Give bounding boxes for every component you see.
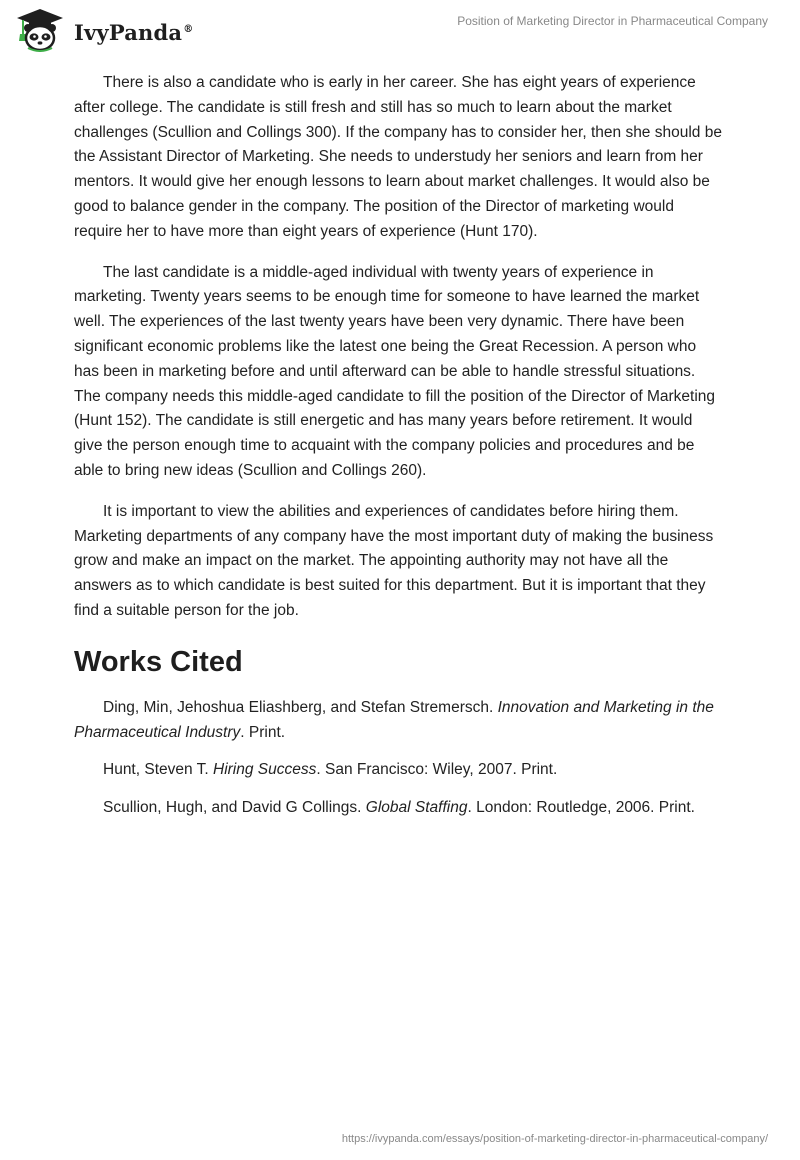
document-title: Position of Marketing Director in Pharmaceutical Company xyxy=(457,14,768,28)
citation-authors: Scullion, Hugh, and David G Collings. xyxy=(103,799,366,817)
logo-wordmark xyxy=(74,20,193,45)
ivypanda-logo[interactable] xyxy=(14,8,193,52)
citation-entry xyxy=(74,758,724,783)
logo-name: IvyPanda xyxy=(74,19,183,45)
source-url-link[interactable]: https://ivypanda.com/essays/position-of-marketing-director-in-pharmaceutical-company/ xyxy=(341,1133,768,1145)
works-cited-heading: Works Cited xyxy=(74,645,243,678)
citation-details: . Print. xyxy=(240,723,286,741)
panda-graduation-icon xyxy=(14,8,66,52)
citation-title: Global Staffing xyxy=(365,799,468,817)
registered-mark: ® xyxy=(183,23,194,35)
paragraph: The last candidate is a middle-aged individual with twenty years of experience in marketing. Twenty years seems to be enough time for someone to have learned the market well. The experiences of the last twenty years have been very dynamic. There have been significant economic problems like the latest one being the Great Recession. A person who has been in marketing before and until afterward can be able to handle stressful situations. The company needs this middle-aged candidate to fill the position of the Director of Marketing (Hunt 152). The candidate is still energetic and has many years before retirement. It would give the person enough time to acquaint with the company policies and procedures and be able to bring new ideas (Scullion and Collings 260). xyxy=(74,263,716,479)
citation-entry xyxy=(74,796,724,821)
citation-entry xyxy=(74,696,724,746)
citation-details: . San Francisco: Wiley, 2007. Print. xyxy=(316,761,558,779)
citation-title: Hiring Success xyxy=(213,761,317,779)
page-header xyxy=(0,0,800,60)
citation-authors: Ding, Min, Jehoshua Eliashberg, and Stefan Stremersch. xyxy=(103,698,498,716)
citation-authors: Hunt, Steven T. xyxy=(103,761,213,779)
paragraph: It is important to view the abilities and experiences of candidates before hiring them. Marketing departments of any company have the most important duty of making the business grow and make an impact on the market. The appointing authority may not have all the answers as to which candidate is best suited for this department. But it is important that they find a suitable person for the job. xyxy=(74,502,714,619)
citation-title: Innovation and Marketing in the Pharmaceutical Industry xyxy=(74,698,714,741)
citation-details: . London: Routledge, 2006. Print. xyxy=(467,799,695,817)
paragraph: There is also a candidate who is early in her career. She has eight years of experience after college. The candidate is still fresh and still has so much to learn about the market challenges (Scullion and Collings 300). If the company has to consider her, then she should be the Assistant Director of Marketing. She needs to understudy her seniors and learn from her mentors. It would give her enough lessons to learn about market challenges. It would also be good to balance gender in the company. The position of the Director of marketing would require her to have more than eight years of experience (Hunt 170). xyxy=(74,74,722,240)
essay-body xyxy=(74,71,724,834)
